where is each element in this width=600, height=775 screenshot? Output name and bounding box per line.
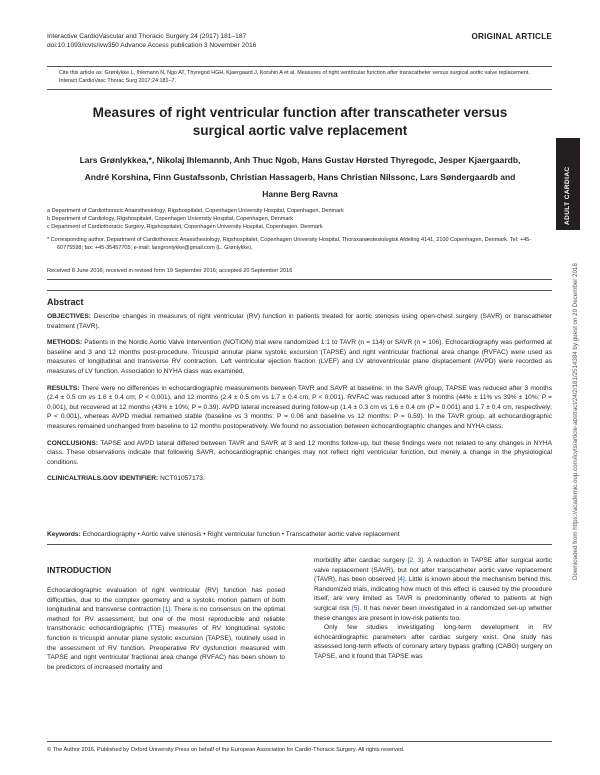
reference-link[interactable]: [2, 3] [407,557,424,564]
abstract-heading: Abstract [47,297,84,307]
intro-text: . There is no consensus on the optimal method for RV assessment, but one of the most reproducible and reliable transthoracic echocardiographic (TTE) measures of RV longitudinal systolic function is tricuspid annular plane systolic excursion (TAPSE), routinely used in the assessment of RV function. Preoperative RV dysfunction measured with TAPSE and right ventricular fractional area change (RVFAC) has been shown to be predictors of increased mortality and [47,606,286,671]
conclusions-text: TAPSE and AVPD lateral differed between TAVR and SAVR at 3 and 12 months follow-up, but these findings were not related to any changes in NYHA class. These observations indicate that following SAVR, echocardiographic changes may not reflect right ventricular function, but merely a change in the physiological conditions. [47,439,553,466]
intro-text: Echocardiographic evaluation of right ventricular (RV) function has posed difficulties, due to the complex geometry and a systolic motion pattern of both longitudinal and transverse contraction [47,587,285,614]
conclusions-label: CONCLUSIONS: [47,439,98,447]
body-column-right [314,556,552,662]
intro-text: . It has never been investigated in a randomized set-up whether these changes are present in low-risk patients too. [314,604,553,622]
cite-text: Cite this article as: Grønlykke L, Ihlemann N, Ngo AT, Thyregod HGH, Kjaergaard J, Korshin A et al. Measures of right ventricular function after transcatheter versus surgical aortic valve replacement. Interact CardioVasc Thorac Surg 2017;24:181–7. [59,70,530,84]
article-type-label: ORIGINAL ARTICLE [471,32,552,41]
article-title [70,104,530,140]
intro-paragraph-2: Only few studies investigating long-term development in RV echocardiographic parameters after cardiac surgery exist. One study has assessed long-term effects of coronary artery bypass grafting (CABG) surgery on TAPSE, and it found that TAPSE was [314,624,552,660]
section-sidebar-tab [556,138,580,230]
affiliation-b: b Department of Cardiology, Rigshospitalet, Copenhagen University Hospital, Copenhagen, Denmark [47,216,294,222]
title-line-2: surgical aortic valve replacement [192,123,408,138]
methods-label: METHODS: [47,339,83,347]
abstract-methods [47,338,552,376]
affiliation-a: a Department of Cardiothoracic Anaesthesiology, Rigshospitalet, Copenhagen University Hospital, Copenhagen, Denmark [47,208,344,214]
body-column-left [47,586,285,672]
abstract-trial-id [47,474,552,484]
methods-text: Patients in the Nordic Aortic Valve Intervention (NOTION) trial were randomized 1:1 to TAVR (n = 114) or SAVR (n = 106). Echocardiography was performed at baseline and 3 and 12 months post-procedure. Tricuspid annular plane systolic excursion (TAPSE) and right ventricular fractional area change (RVFAC) were used as measures of longitudinal and transverse RV contraction. Left ventricular ejection fraction (LVEF) and LV atrioventricular plane displacement (AVPD) were recorded as measures of LV function. Association to NYHA class was examined. [47,339,552,375]
reference-link[interactable]: [1] [162,606,171,614]
reference-link[interactable]: [4] [397,576,405,584]
journal-citation-line: Interactive CardioVascular and Thoracic Surgery 24 (2017) 181–187 [47,33,247,40]
download-watermark: Downloaded from https://academic.oup.com/icvts/article-abstract/24/2/181/2514384 by guest on 20 December 2018 [572,263,579,580]
author-list [55,152,545,203]
keywords [47,531,552,545]
doi-line: doi:10.1093/icvts/ivw350 Advance Access publication 3 November 2016 [47,41,257,49]
keywords-label: Keywords: [47,531,81,538]
introduction-heading: INTRODUCTION [47,565,112,575]
reference-link[interactable]: [5] [352,604,360,612]
intro-paragraph-1-cont [314,556,552,623]
abstract-results [47,384,552,432]
results-label: RESULTS: [47,384,80,392]
objectives-text: Describe changes in measures of right ventricular (RV) function in patients treated for aortic stenosis using open-chest surgery (SAVR) or transcatheter treatment (TAVR). [47,313,552,330]
objectives-label: OBJECTIVES: [47,313,91,320]
abstract-objectives [47,312,552,331]
intro-text: . Little is known about the mechanism behind this. Randomized trials, indicating how much of this effect is caused by the procedure itself, are very limited as TAVR is predominantly offered to patients at high surgical risk [314,576,552,612]
trial-label: CLINICALTRIALS.GOV IDENTIFIER: [47,475,159,483]
abstract-section [47,290,552,491]
affiliations [47,207,552,252]
authors-line-3: Hanne Berg Ravna [262,189,338,199]
intro-text: morbidity after cardiac surgery [314,557,408,564]
journal-info [47,33,377,50]
cite-box [47,66,552,90]
correspondence: * Corresponding author. Department of Cardiothoracic Anaesthesiology, Rigshospitalet, Copenhagen University Hospital, Thoraxanæstesiologisk Afdeling 4141, 2100 Copenhagen, Denmark. Tel: +45-60775598; fax: +45-35457705; e-mail: larsgronlykke@gmail.com (L. Grønlykke). [47,237,532,251]
authors-line-2: André Korshina, Finn Gustafssonb, Christian Hassagerb, Hans Christian Nilssonc, Lars Søndergaardb and [84,172,516,182]
received-dates: Received 8 June 2016; received in revised form 19 September 2016; accepted 20 September 2016 [47,268,552,280]
intro-paragraph-1 [47,586,285,672]
authors-line-1: Lars Grønlykkea,*, Nikolaj Ihlemannb, Anh Thuc Ngob, Hans Gustav Hørsted Thyregodc, Jesper Kjaergaardb, [79,155,521,165]
abstract-conclusions [47,439,552,468]
results-text: There were no differences in echocardiographic measurements between TAVR and SAVR at baseline. In the SAVR group, TAPSE was reduced after 3 months (2.4 ± 0.5 cm vs 1.6 ± 0.4 cm; P < 0.001), and 12 months (2.4 ± 0.5 cm vs 1.7 ± 0.4 cm; P < 0.001). RVFAC was reduced after 3 months (44% ± 11% vs 39% ± 10%; P = 0.001), but recovered at 12 months (43% ± 10%; P = 0.39). AVPD lateral increased during follow-up (1.4 ± 0.3 cm vs 1.6 ± 0.4 cm (P = 0.001) and 1.7 ± 0.4 cm, respectively; P < 0.001), whereas AVPD medial remained stable (baseline vs 3 months: P = 0.06 and baseline vs 12 months: P = 0.59). In the TAVR group, all echocardiographic measures remained unchanged from baseline to 12 months postoperatively. We found no association between echocardiographic changes and NYHA class. [47,384,552,430]
intro-text: . A reduction in TAPSE after surgical aortic valve replacement (SAVR), but not after transcatheter aortic valve replacement (TAVR), has been observed [314,557,552,584]
copyright-footer: © The Author 2016. Published by Oxford University Press on behalf of the European Association for Cardio-Thoracic Surgery. All rights reserved. [47,741,552,753]
sidebar-label: ADULT CARDIAC [564,166,571,225]
keywords-text: Echocardiography • Aortic valve stenosis • Right ventricular function • Transcatheter aortic valve replacement [82,531,400,538]
trial-text: NCT01057173. [160,475,205,483]
affiliation-c: c Department of Cardiothoracic Surgery, Rigshospitalet, Copenhagen University Hospital, Copenhagen, Denmark [47,224,323,230]
title-line-1: Measures of right ventricular function after transcatheter versus [92,105,508,120]
